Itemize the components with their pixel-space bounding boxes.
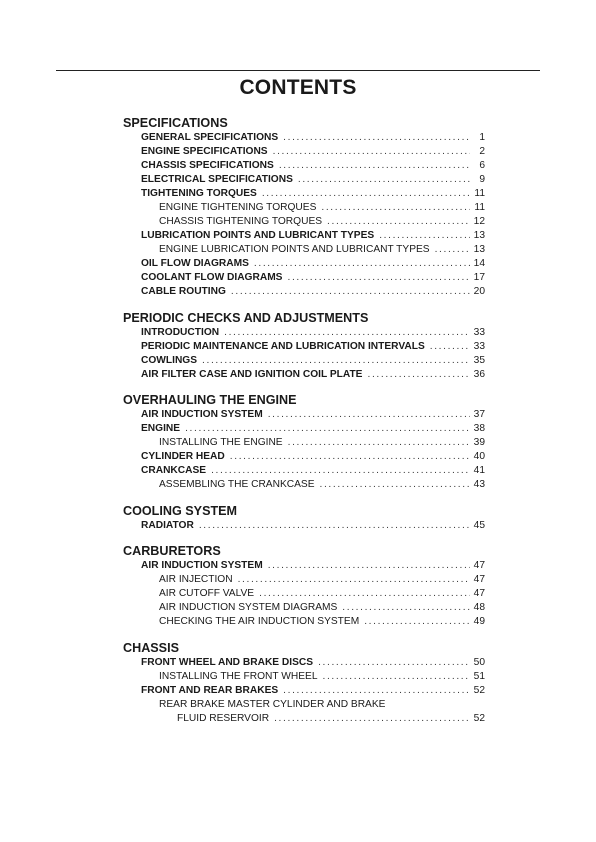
dot-leader	[430, 340, 470, 354]
dot-leader	[321, 201, 470, 215]
toc-entry-label: CRANKCASE	[141, 465, 207, 476]
toc-entry-label: AIR CUTOFF VALVE	[159, 588, 255, 599]
toc-entry-label: INSTALLING THE ENGINE	[159, 437, 283, 448]
toc-entry[interactable]	[123, 201, 485, 215]
toc-entry[interactable]	[123, 271, 485, 285]
toc-entry-label: CHASSIS SPECIFICATIONS	[141, 160, 274, 171]
section-heading: SPECIFICATIONS	[123, 116, 228, 130]
toc-page-number: 50	[473, 656, 485, 668]
toc-entry[interactable]	[123, 519, 485, 533]
toc-entry[interactable]	[123, 698, 485, 712]
toc-page-number: 33	[473, 326, 485, 338]
dot-leader	[435, 243, 470, 257]
toc-page-number: 39	[473, 437, 485, 448]
toc-entry-label: FLUID RESERVOIR	[177, 712, 270, 724]
toc-entry-label: ENGINE TIGHTENING TORQUES	[159, 202, 317, 213]
toc-page-number: 38	[473, 423, 485, 434]
toc-section	[123, 504, 485, 533]
toc-entry[interactable]	[123, 354, 485, 368]
toc-entry-label: CHASSIS TIGHTENING TORQUES	[159, 216, 323, 227]
dot-leader	[298, 173, 470, 187]
toc-entry-label: AIR INJECTION	[159, 574, 233, 585]
toc-entry-label: AIR INDUCTION SYSTEM	[141, 409, 263, 420]
toc-entry[interactable]	[123, 215, 485, 229]
toc-entry-label: ENGINE LUBRICATION POINTS AND LUBRICANT TYPES	[159, 244, 430, 255]
dot-leader	[273, 145, 470, 159]
toc-entry[interactable]	[123, 436, 485, 450]
toc-entry[interactable]	[123, 464, 485, 478]
dot-leader	[327, 215, 470, 229]
toc-entry-label: TIGHTENING TORQUES	[141, 188, 257, 199]
dot-leader	[287, 271, 470, 285]
dot-leader	[231, 285, 470, 299]
toc-entry[interactable]	[123, 173, 485, 187]
table-of-contents	[123, 116, 485, 737]
toc-page-number: 47	[473, 588, 485, 599]
toc-section	[123, 544, 485, 629]
dot-leader	[199, 519, 470, 533]
toc-entry-label: CHECKING THE AIR INDUCTION SYSTEM	[159, 616, 360, 627]
toc-entry[interactable]	[123, 601, 485, 615]
toc-entry[interactable]	[123, 712, 485, 726]
toc-page-number: 47	[473, 574, 485, 585]
toc-entry-label: PERIODIC MAINTENANCE AND LUBRICATION INTERVALS	[141, 340, 425, 352]
dot-leader	[279, 159, 470, 173]
toc-entry[interactable]	[123, 257, 485, 271]
toc-page-number: 1	[479, 132, 485, 143]
toc-page-number: 14	[473, 258, 485, 269]
dot-leader	[230, 450, 470, 464]
toc-entry[interactable]	[123, 368, 485, 382]
toc-entry-label: GENERAL SPECIFICATIONS	[141, 132, 279, 143]
toc-page-number: 48	[473, 602, 485, 613]
dot-leader	[254, 257, 470, 271]
dot-leader	[211, 464, 470, 478]
toc-entry-label: INTRODUCTION	[141, 326, 220, 338]
toc-entry[interactable]	[123, 615, 485, 629]
toc-entry-label: FRONT AND REAR BRAKES	[141, 684, 279, 696]
toc-entry-label: AIR INDUCTION SYSTEM	[141, 560, 263, 571]
page-title: CONTENTS	[239, 76, 357, 99]
toc-entry-label: CYLINDER HEAD	[141, 451, 225, 462]
toc-entry[interactable]	[123, 326, 485, 340]
dot-leader	[262, 187, 470, 201]
dot-leader	[268, 408, 470, 422]
toc-page-number: 11	[474, 202, 485, 213]
toc-entry[interactable]	[123, 587, 485, 601]
toc-entry[interactable]	[123, 656, 485, 670]
toc-entry[interactable]	[123, 478, 485, 492]
toc-entry-label: ENGINE	[141, 423, 181, 434]
toc-entry[interactable]	[123, 340, 485, 354]
toc-entry[interactable]	[123, 670, 485, 684]
toc-page-number: 17	[473, 272, 485, 283]
dot-leader	[238, 573, 470, 587]
toc-entry[interactable]	[123, 285, 485, 299]
dot-leader	[364, 615, 470, 629]
toc-entry-label: REAR BRAKE MASTER CYLINDER AND BRAKE	[159, 698, 386, 710]
dot-leader	[268, 559, 470, 573]
section-heading: CARBURETORS	[123, 544, 221, 558]
toc-entry-label: FRONT WHEEL AND BRAKE DISCS	[141, 656, 314, 668]
section-heading: COOLING SYSTEM	[123, 503, 238, 518]
toc-page-number: 13	[473, 244, 485, 255]
toc-page-number: 52	[473, 684, 485, 696]
dot-leader	[202, 354, 470, 368]
dot-leader	[259, 587, 470, 601]
toc-page-number: 43	[473, 479, 485, 490]
section-heading: OVERHAULING THE ENGINE	[123, 393, 297, 407]
toc-page-number: 20	[473, 286, 485, 297]
dot-leader	[323, 670, 471, 684]
toc-page-number: 13	[473, 230, 485, 241]
toc-entry[interactable]	[123, 159, 485, 173]
toc-entry-label: AIR FILTER CASE AND IGNITION COIL PLATE	[141, 368, 363, 380]
toc-entry[interactable]	[123, 559, 485, 573]
toc-page-number: 2	[479, 146, 485, 157]
dot-leader	[283, 131, 470, 145]
toc-entry[interactable]	[123, 684, 485, 698]
toc-page-number: 45	[473, 519, 485, 531]
toc-page-number: 12	[473, 216, 485, 227]
toc-section	[123, 311, 485, 382]
toc-page-number: 6	[479, 160, 485, 171]
toc-entry[interactable]	[123, 145, 485, 159]
toc-entry-label: COOLANT FLOW DIAGRAMS	[141, 272, 283, 283]
toc-page-number: 51	[473, 670, 485, 682]
toc-entry-label: ELECTRICAL SPECIFICATIONS	[141, 174, 293, 185]
toc-entry[interactable]	[123, 187, 485, 201]
toc-page-number: 36	[473, 368, 485, 380]
section-heading: CHASSIS	[123, 640, 179, 655]
toc-section	[123, 116, 485, 299]
dot-leader	[274, 712, 470, 726]
toc-entry-label: CABLE ROUTING	[141, 286, 226, 297]
toc-section	[123, 393, 485, 492]
toc-page-number: 9	[479, 174, 485, 185]
toc-entry-label: OIL FLOW DIAGRAMS	[141, 258, 249, 269]
dot-leader	[320, 478, 471, 492]
toc-page-number: 40	[473, 451, 485, 462]
section-heading: PERIODIC CHECKS AND ADJUSTMENTS	[123, 310, 369, 325]
dot-leader	[318, 656, 470, 670]
dot-leader	[224, 326, 470, 340]
toc-page-number: 47	[473, 560, 485, 571]
toc-entry[interactable]	[123, 422, 485, 436]
toc-page-number: 52	[473, 712, 485, 724]
toc-entry-label: RADIATOR	[141, 519, 194, 531]
dot-leader	[288, 436, 470, 450]
toc-page-number: 37	[473, 409, 485, 420]
dot-leader	[367, 368, 470, 382]
toc-page-number: 33	[473, 340, 485, 352]
toc-entry[interactable]	[123, 450, 485, 464]
top-rule	[56, 70, 540, 71]
toc-section	[123, 641, 485, 726]
toc-entry-label: AIR INDUCTION SYSTEM DIAGRAMS	[159, 602, 338, 613]
dot-leader	[283, 684, 470, 698]
toc-entry[interactable]	[123, 229, 485, 243]
toc-page-number: 49	[473, 616, 485, 627]
toc-entry-label: ASSEMBLING THE CRANKCASE	[159, 479, 315, 490]
dot-leader	[342, 601, 470, 615]
dot-leader	[379, 229, 470, 243]
toc-entry[interactable]	[123, 243, 485, 257]
toc-entry-label: ENGINE SPECIFICATIONS	[141, 146, 268, 157]
toc-page-number: 11	[474, 188, 485, 199]
toc-entry-label: COWLINGS	[141, 354, 198, 366]
toc-entry[interactable]	[123, 573, 485, 587]
toc-entry-label: INSTALLING THE FRONT WHEEL	[159, 670, 318, 682]
toc-entry[interactable]	[123, 408, 485, 422]
toc-page-number: 41	[473, 465, 485, 476]
dot-leader	[185, 422, 470, 436]
toc-entry-label: LUBRICATION POINTS AND LUBRICANT TYPES	[141, 230, 375, 241]
toc-page-number: 35	[473, 354, 485, 366]
toc-entry[interactable]	[123, 131, 485, 145]
